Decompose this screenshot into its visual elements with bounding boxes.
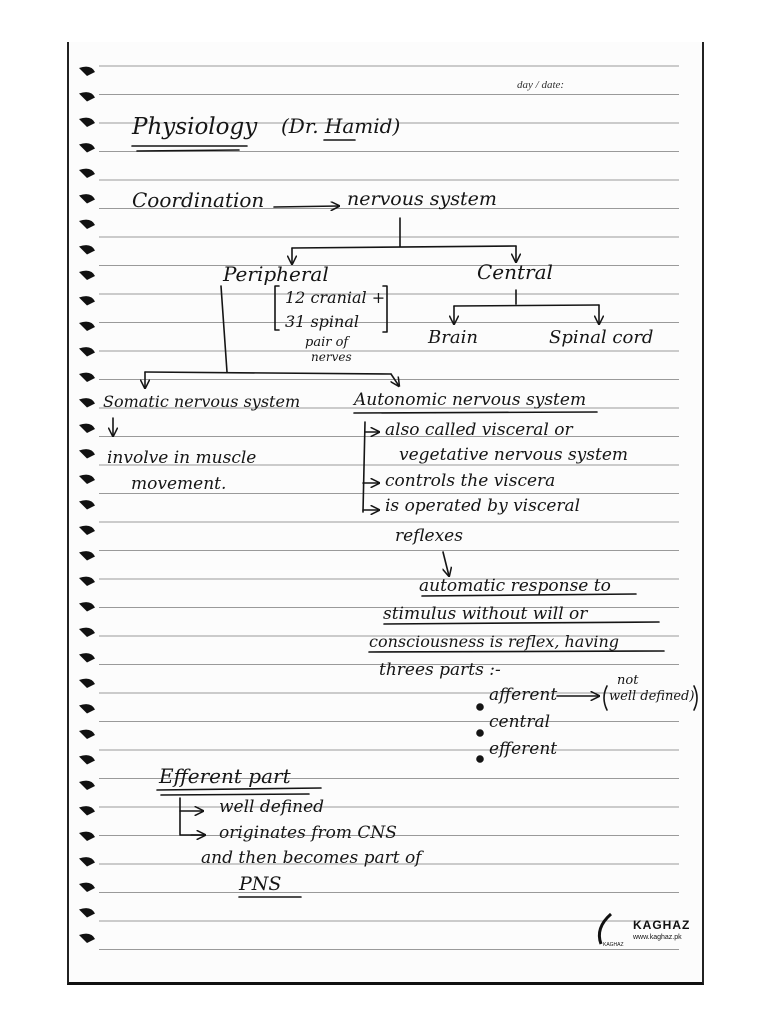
coordination: Coordination	[132, 188, 265, 212]
kaghaz-logo-mark	[589, 910, 629, 950]
part-central: central	[489, 712, 551, 732]
note-author: (Dr. Hamid)	[281, 114, 401, 138]
brand-name: KAGHAZ	[633, 918, 691, 932]
nerves: nerves	[311, 350, 352, 364]
ans-point-2: controls the viscera	[385, 471, 556, 491]
afferent-paren-right	[694, 686, 697, 710]
arrow-coordination	[274, 206, 339, 207]
ans-point-3a: is operated by visceral	[385, 496, 581, 516]
somatic-desc-1: involve in muscle	[107, 448, 257, 468]
efferent-point-2: originates from CNS	[219, 823, 397, 843]
part-afferent: afferent	[489, 685, 558, 705]
note-title: Physiology	[132, 114, 258, 140]
part-efferent: efferent	[489, 739, 558, 759]
peripheral: Peripheral	[223, 262, 329, 286]
peripheral-split	[145, 372, 391, 374]
part-afferent-note-1: not	[617, 673, 639, 688]
ans-point-1b: vegetative nervous system	[399, 445, 629, 465]
bullet-afferent	[477, 704, 483, 710]
reflex-line-3: consciousness is reflex, having	[369, 632, 620, 651]
ans-point-1a: also called visceral or	[385, 420, 573, 440]
afferent-paren-left	[604, 686, 607, 710]
efferent-point-3: and then becomes part of	[201, 848, 422, 868]
nervous-system: nervous system	[347, 188, 497, 210]
somatic-nervous-system: Somatic nervous system	[103, 392, 301, 411]
peripheral-stem	[221, 286, 227, 372]
brand-logo	[589, 910, 691, 954]
somatic-desc-2: movement.	[131, 474, 227, 494]
efferent-point-4: PNS	[239, 873, 282, 895]
brand-url: www.kaghaz.pk	[633, 934, 682, 941]
reflex-line-1: automatic response to	[419, 576, 611, 596]
reflex-underline-3	[369, 651, 664, 652]
pair-of: pair of	[305, 335, 349, 350]
autonomic-underline	[354, 412, 597, 413]
spinal-cord: Spinal cord	[549, 327, 654, 348]
central-split	[454, 290, 599, 306]
title-underline	[132, 146, 247, 151]
day-date-label: day / date:	[517, 79, 565, 91]
notebook-page	[67, 42, 704, 985]
efferent-underline	[157, 788, 321, 795]
spinal-nerves: 31 spinal	[285, 312, 359, 331]
arrow-reflex-down	[443, 552, 449, 576]
brain: Brain	[428, 327, 478, 348]
svg-text:KAGHAZ: KAGHAZ	[603, 942, 624, 948]
part-afferent-note-2: well defined)	[609, 689, 695, 704]
efferent-heading: Efferent part	[159, 764, 291, 788]
ans-spine	[363, 422, 365, 512]
reflex-line-4: threes parts :-	[379, 660, 501, 680]
autonomic-nervous-system: Autonomic nervous system	[354, 390, 587, 410]
efferent-point-1: well defined	[219, 797, 325, 817]
bullet-efferent	[477, 756, 483, 762]
cranial-nerves: 12 cranial +	[285, 288, 386, 307]
ans-point-3b: reflexes	[395, 526, 463, 546]
bullet-central	[477, 730, 483, 736]
central: Central	[477, 260, 553, 284]
arrow-autonomic	[391, 374, 399, 386]
trunk-line	[292, 218, 516, 248]
reflex-line-2: stimulus without will or	[383, 604, 588, 624]
efferent-spine	[180, 798, 203, 835]
